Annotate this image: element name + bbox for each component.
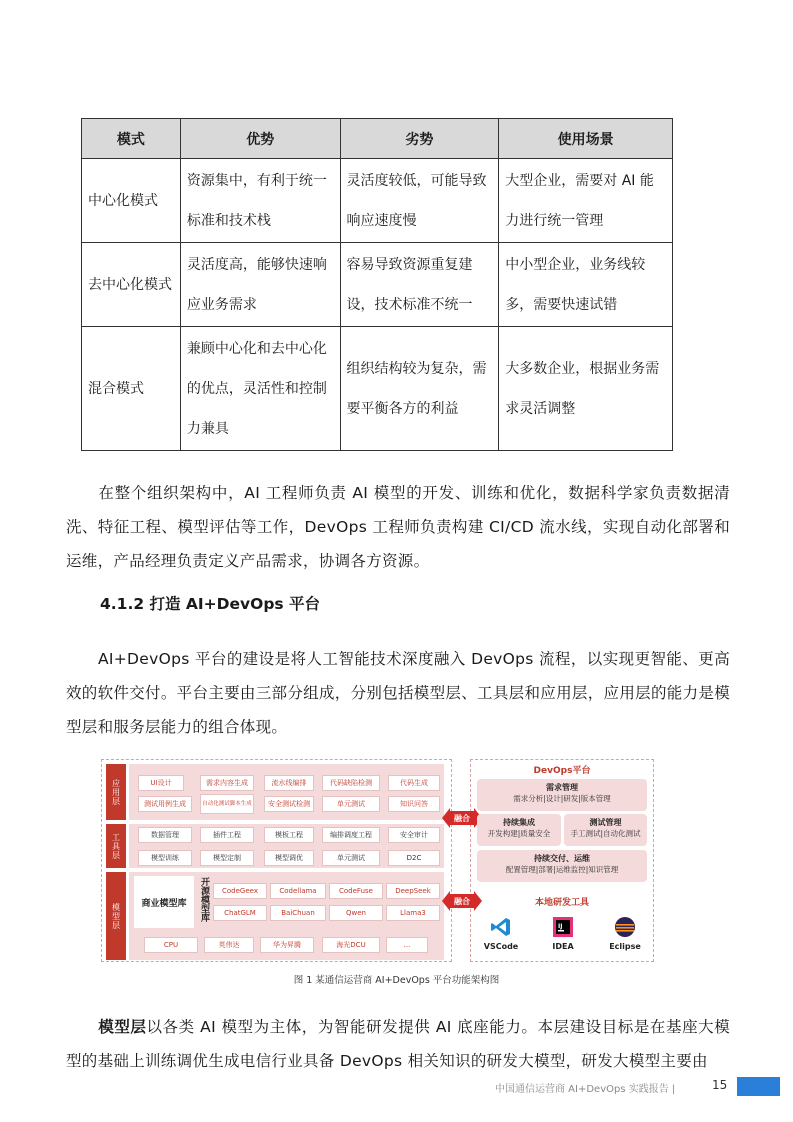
cell-con: 组织结构较为复杂，需要平衡各方的利益 — [340, 327, 499, 451]
hw-chip: 华为昇腾 — [260, 937, 314, 953]
cell-mode: 混合模式 — [82, 327, 181, 451]
cell-mode: 中心化模式 — [82, 159, 181, 243]
req-sub: 需求分析|设计|研发|版本管理 — [513, 794, 611, 803]
comparison-table — [81, 118, 673, 451]
req-title: 需求管理 — [546, 783, 578, 792]
opensource-model-lib: 开源模型库 — [199, 877, 209, 922]
tool-chip: 数据管理 — [138, 827, 192, 843]
tool-chip: 模型定制 — [200, 850, 254, 866]
test-sub: 手工测试|自动化测试 — [570, 829, 641, 838]
footer-title: 中国通信运营商 AI+DevOps 实践报告 | — [495, 1084, 676, 1095]
test-box — [564, 814, 647, 846]
app-layer-label: 应用层 — [106, 764, 126, 820]
cell-use: 中小型企业，业务线较多，需要快速试错 — [499, 243, 673, 327]
oss-chip: CodeFuse — [329, 883, 383, 899]
fuse-arrow-bottom: 融合 — [450, 894, 474, 908]
app-chip: UI设计 — [138, 775, 184, 791]
fuse-arrow-top: 融合 — [450, 811, 474, 825]
table-row — [82, 159, 673, 243]
cell-pro: 兼顾中心化和去中心化的优点，灵活性和控制力兼具 — [180, 327, 340, 451]
ci-sub: 开发构建|质量安全 — [487, 829, 551, 838]
header-pro: 优势 — [180, 119, 340, 159]
cell-use: 大型企业，需要对 AI 能力进行统一管理 — [499, 159, 673, 243]
page-number: 15 — [712, 1078, 728, 1092]
tool-layer-label: 工具层 — [106, 824, 126, 868]
app-chip: 自动化测试脚本生成 — [200, 794, 254, 814]
paragraph-platform — [66, 642, 730, 744]
app-chip: 知识问答 — [388, 796, 440, 812]
app-chip: 单元测试 — [322, 796, 380, 812]
eclipse-icon — [614, 916, 636, 938]
app-chip: 代码缺陷检测 — [322, 775, 380, 791]
svg-text:IJ: IJ — [558, 923, 563, 930]
oss-chip: Qwen — [329, 905, 383, 921]
cd-sub: 配置管理|部署|运维监控|知识管理 — [505, 865, 619, 874]
tool-chip: 单元测试 — [322, 850, 380, 866]
model-layer-bold: 模型层 — [98, 1018, 147, 1036]
tool-chip: 插件工程 — [200, 827, 254, 843]
idea-icon — [552, 916, 574, 938]
tool-chip: 模型调优 — [264, 850, 314, 866]
cell-con: 灵活度较低，可能导致响应速度慢 — [340, 159, 499, 243]
oss-chip: Llama3 — [386, 905, 440, 921]
paragraph-model-layer-text: 以各类 AI 模型为主体，为智能研发提供 AI 底座能力。本层建设目标是在基座大模型的基础上训练调优生成电信行业具备 DevOps 相关知识的研发大模型，研发大模型主要由 — [66, 1018, 731, 1070]
oss-chip: Codellama — [270, 883, 326, 899]
paragraph-org — [66, 476, 730, 578]
tool-idea: IDEA — [552, 942, 574, 951]
devops-title: DevOps平台 — [533, 766, 591, 776]
header-mode: 模式 — [82, 119, 181, 159]
tool-chip: D2C — [388, 850, 440, 866]
cell-con: 容易导致资源重复建设，技术标准不统一 — [340, 243, 499, 327]
tool-vscode: VSCode — [483, 942, 519, 951]
header-use: 使用场景 — [499, 119, 673, 159]
cd-title: 持续交付、运维 — [534, 854, 590, 863]
tool-eclipse: Eclipse — [609, 942, 641, 951]
hw-chip: CPU — [144, 937, 198, 953]
section-heading: 4.1.2 打造 AI+DevOps 平台 — [100, 595, 321, 613]
app-chip: 流水线编排 — [264, 775, 314, 791]
oss-chip: BaiChuan — [270, 905, 326, 921]
tool-chip: 模型训练 — [138, 850, 192, 866]
oss-chip: DeepSeek — [386, 883, 440, 899]
test-title: 测试管理 — [589, 818, 622, 827]
tool-chip: 安全审计 — [388, 827, 440, 843]
cell-mode: 去中心化模式 — [82, 243, 181, 327]
architecture-figure — [100, 757, 655, 965]
app-chip: 安全测试检测 — [264, 796, 314, 812]
figure-caption: 图 1 某通信运营商 AI+DevOps 平台功能架构图 — [293, 975, 500, 986]
footer-accent-bar — [737, 1077, 780, 1096]
header-con: 劣势 — [340, 119, 499, 159]
app-chip: 测试用例生成 — [138, 796, 192, 812]
table-row — [82, 243, 673, 327]
local-tools-title: 本地研发工具 — [534, 898, 589, 908]
tool-chip: 模板工程 — [264, 827, 314, 843]
ci-box — [477, 814, 561, 846]
req-box — [477, 779, 647, 811]
paragraph-platform-text: AI+DevOps 平台的建设是将人工智能技术深度融入 DevOps 流程，以实现更智能、更高效的软件交付。平台主要由三部分组成，分别包括模型层、工具层和应用层，应用层的能力是模型层和服务层能力的组合体现。 — [66, 650, 730, 736]
app-chip: 需求内容生成 — [200, 775, 254, 791]
model-layer-label: 模型层 — [106, 872, 126, 960]
cell-pro: 资源集中，有利于统一标准和技术栈 — [180, 159, 340, 243]
table-header-row — [82, 119, 673, 159]
hw-chip: ... — [386, 937, 428, 953]
paragraph-model-layer — [66, 1010, 730, 1078]
paragraph-org-text: 在整个组织架构中，AI 工程师负责 AI 模型的开发、训练和优化，数据科学家负责数据清洗、特征工程、模型评估等工作，DevOps 工程师负责构建 CI/CD 流水线，实现自动化部署和运维，产品经理负责定义产品需求，协调各方资源。 — [66, 484, 730, 570]
cd-box — [477, 850, 647, 882]
cell-use: 大多数企业，根据业务需求灵活调整 — [499, 327, 673, 451]
cell-pro: 灵活度高，能够快速响应业务需求 — [180, 243, 340, 327]
oss-chip: CodeGeex — [213, 883, 267, 899]
app-chip: 代码生成 — [388, 775, 440, 791]
ci-title: 持续集成 — [503, 818, 535, 827]
table-row — [82, 327, 673, 451]
vscode-icon — [490, 916, 512, 938]
hw-chip: 英伟达 — [204, 937, 254, 953]
business-model-lib: 商业模型库 — [134, 876, 194, 928]
oss-chip: ChatGLM — [213, 905, 267, 921]
tool-chip: 编排调度工程 — [322, 827, 380, 843]
hw-chip: 海光DCU — [322, 937, 380, 953]
